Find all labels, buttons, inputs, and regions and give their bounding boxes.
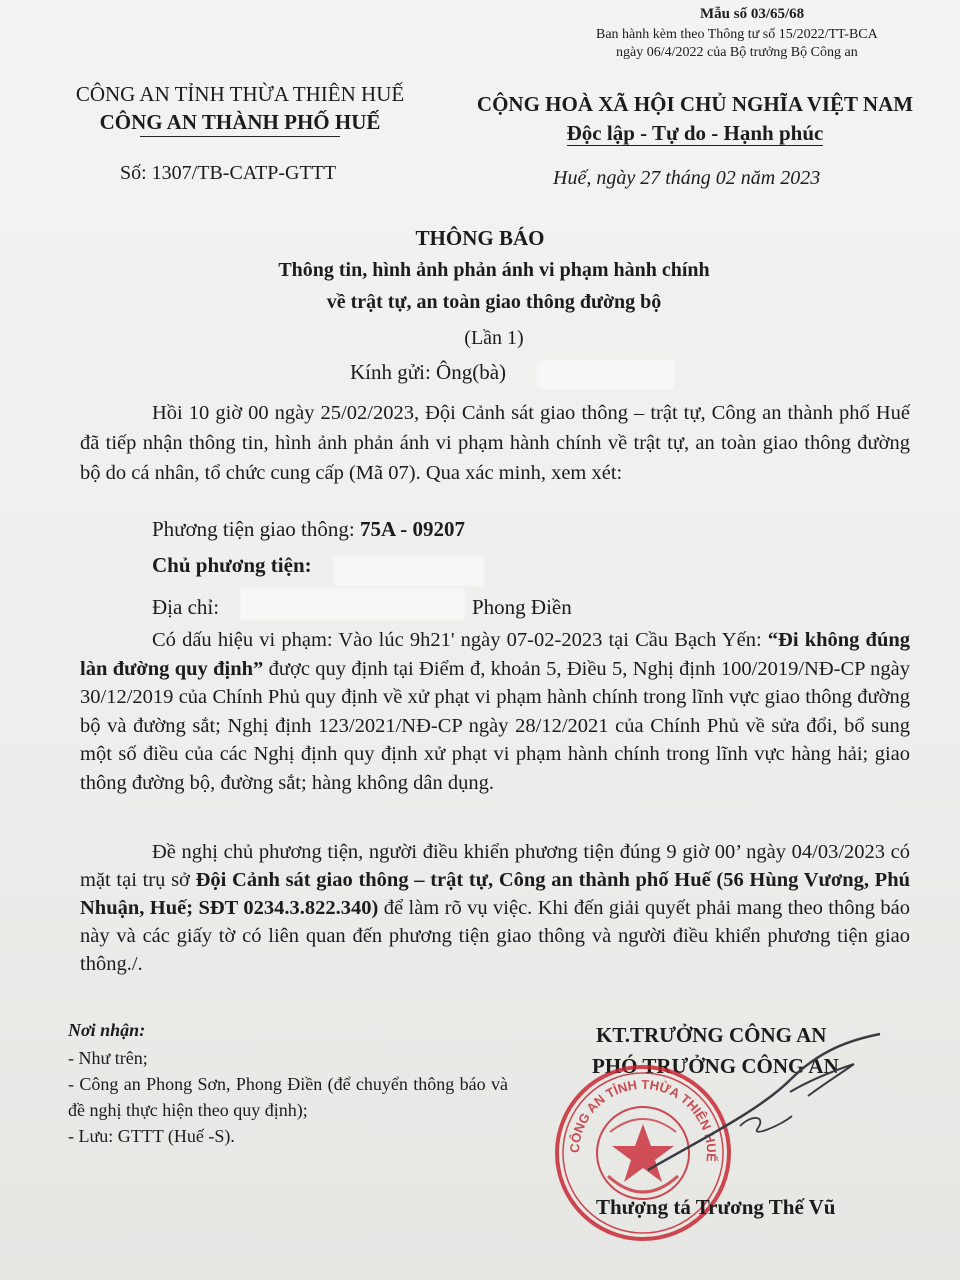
recipients-title: Nơi nhận:	[68, 1020, 146, 1040]
vehicle-plate: 75A - 09207	[359, 517, 465, 541]
redacted-address	[240, 588, 465, 620]
seal-text: CÔNG AN TỈNH THỪA THIÊN HUẾ	[566, 1076, 720, 1163]
owner-line	[152, 553, 312, 578]
handwritten-signature-icon	[640, 1030, 890, 1180]
nation-motto: Độc lập - Tự do - Hạnh phúc	[566, 121, 824, 145]
agency-parent: CÔNG AN TỈNH THỪA THIÊN HUẾ	[75, 82, 405, 106]
place-date: Huế, ngày 27 tháng 02 năm 2023	[553, 167, 821, 189]
redacted-recipient-name	[537, 361, 674, 389]
agency-name: CÔNG AN THÀNH PHỐ HUẾ	[99, 110, 381, 134]
recipient-item: - Lưu: GTTT (Huế -S).	[68, 1126, 235, 1146]
form-basis-line1: Ban hành kèm theo Thông tư số 15/2022/TT-BCA	[596, 27, 878, 42]
document-subtitle-1: Thông tin, hình ảnh phản ánh vi phạm hành chính	[278, 259, 710, 281]
agency-header	[60, 80, 420, 137]
request-rest: để làm rõ vụ việc. Khi đến giải quyết phải mang theo thông báo này và các giấy tờ có liên quan đến phương tiện giao thông và người điều khiển phương tiện giao thông./.	[80, 897, 911, 975]
request-place: Đội Cảnh sát giao thông – trật tự, Công an thành phố Huế (56 Hùng Vương, Phú Nhuận, Huế; SĐT 0234.3.822.340)	[80, 869, 910, 919]
greeting: Kính gửi: Ông(bà)	[350, 360, 507, 384]
nation-header	[455, 90, 935, 148]
signer-name: Thượng tá Trương Thế Vũ	[596, 1195, 836, 1219]
redacted-owner	[334, 556, 484, 586]
nation-title: CỘNG HOÀ XÃ HỘI CHỦ NGHĨA VIỆT NAM	[476, 92, 914, 116]
violation-lead: Có dấu hiệu vi phạm: Vào lúc 9h21' ngày 07-02-2023 tại Cầu Bạch Yến:	[152, 629, 768, 651]
vehicle-line	[152, 517, 465, 542]
violation-legal-basis: được quy định tại Điểm đ, khoản 5, Điều 5, Nghị định 100/2019/NĐ-CP ngày 30/12/2019 của Chính Phủ quy định về xử phạt vi phạm hành chính trong lĩnh vực giao thông đường bộ và đường sắt; Nghị định 123/2021/NĐ-CP ngày 28/12/2021 của Chính Phủ về sửa đổi, bổ sung một số điều của các Nghị định quy định xử phạt vi phạm hành chính trong lĩnh vực hàng hải; giao thông đường bộ, đường sắt; hàng không dân dụng.	[80, 657, 910, 794]
address-label: Địa chỉ:	[152, 595, 220, 619]
vehicle-label: Phương tiện giao thông:	[152, 517, 360, 541]
owner-label: Chủ phương tiện:	[152, 553, 312, 577]
intro-paragraph: Hồi 10 giờ 00 ngày 25/02/2023, Đội Cảnh sát giao thông – trật tự, Công an thành phố Huế đã tiếp nhận thông tin, hình ảnh phản ánh vi phạm hành chính về trật tự, an toàn giao thông đường bộ do cá nhân, tổ chức cung cấp (Mã 07). Qua xác minh, xem xét:	[80, 402, 910, 484]
signature-authority: KT.TRƯỞNG CÔNG AN	[596, 1023, 827, 1047]
notice-round: (Lần 1)	[464, 327, 524, 349]
signature-title: PHÓ TRƯỞNG CÔNG AN	[592, 1054, 839, 1078]
recipient-item: - Như trên;	[68, 1048, 148, 1068]
document-title: THÔNG BÁO	[415, 226, 545, 250]
violation-act: “Đi không đúng làn đường quy định”	[80, 629, 910, 680]
agency-underline	[140, 136, 340, 137]
address-value: Phong Điền	[472, 595, 572, 619]
form-basis-line2: ngày 06/4/2022 của Bộ trưởng Bộ Công an	[616, 45, 858, 60]
request-lead: Đề nghị chủ phương tiện, người điều khiển phương tiện đúng 9 giờ 00’ ngày 04/03/2023 có mặt tại trụ sở	[80, 841, 910, 891]
request-paragraph	[80, 838, 910, 978]
document-number: Số: 1307/TB-CATP-GTTT	[120, 162, 337, 184]
form-basis	[596, 26, 878, 62]
recipient-item: - Công an Phong Sơn, Phong Điền (để chuyển thông báo và đề nghị thực hiện theo quy định);	[68, 1074, 508, 1120]
document-subtitle-2: về trật tự, an toàn giao thông đường bộ	[326, 291, 662, 313]
form-number: Mẫu số 03/65/68	[700, 6, 805, 22]
violation-paragraph	[80, 626, 910, 797]
